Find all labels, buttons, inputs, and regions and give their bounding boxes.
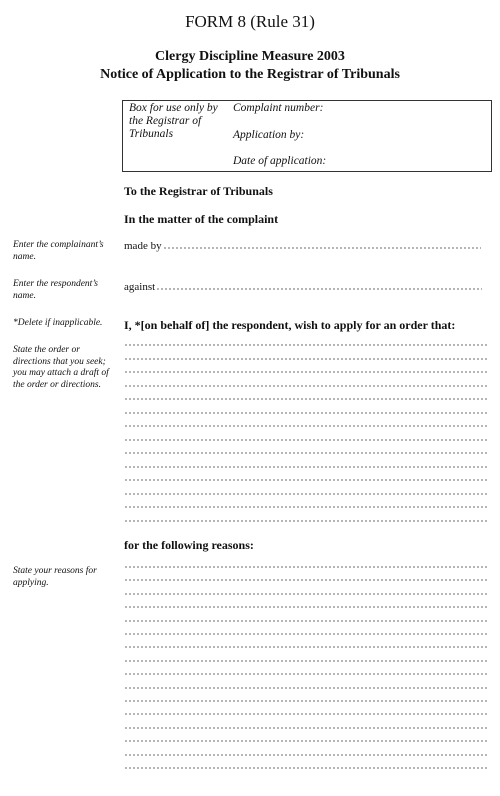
registrar-box-label: Box for use only by the Registrar of Tribunals (129, 102, 218, 140)
dotted-writing-line[interactable] (124, 713, 488, 715)
reasons-heading: for the following reasons: (124, 538, 254, 552)
dotted-writing-line[interactable] (124, 673, 488, 675)
dotted-writing-line[interactable] (124, 493, 488, 495)
dotted-writing-line[interactable] (124, 593, 488, 595)
dotted-writing-line[interactable] (124, 660, 488, 662)
dotted-writing-line[interactable] (124, 344, 488, 346)
made-by-field[interactable] (124, 240, 488, 252)
in-the-matter-heading: In the matter of the complaint (124, 212, 279, 226)
dotted-writing-line[interactable] (124, 646, 488, 648)
dotted-writing-line[interactable] (124, 727, 488, 729)
dotted-writing-line[interactable] (124, 579, 488, 581)
dotted-writing-line[interactable] (124, 506, 488, 508)
order-side-note: State the order or directions that you seek; you may attach a draft of the order or directions. (13, 345, 109, 390)
dotted-writing-line[interactable] (124, 566, 488, 568)
dotted-writing-line[interactable] (124, 412, 488, 414)
document-subtitle: Notice of Application to the Registrar of Tribunals (100, 67, 400, 82)
against-dotted-line[interactable] (156, 288, 482, 290)
delete-side-note: *Delete if inapplicable. (13, 318, 103, 328)
date-of-application-label: Date of application: (233, 155, 327, 167)
dotted-writing-line[interactable] (124, 371, 488, 373)
respondent-side-note: Enter the respondent’s name. (13, 279, 98, 301)
application-statement: I, *[on behalf of] the respondent, wish to apply for an order that: (124, 318, 456, 332)
dotted-writing-line[interactable] (124, 740, 488, 742)
dotted-writing-line[interactable] (124, 398, 488, 400)
reasons-side-note: State your reasons for applying. (13, 566, 97, 588)
dotted-writing-line[interactable] (124, 425, 488, 427)
dotted-writing-line[interactable] (124, 606, 488, 608)
dotted-writing-line[interactable] (124, 466, 488, 468)
to-registrar-heading: To the Registrar of Tribunals (124, 184, 273, 198)
dotted-writing-line[interactable] (124, 385, 488, 387)
dotted-writing-line[interactable] (124, 767, 488, 769)
dotted-writing-line[interactable] (124, 520, 488, 522)
dotted-writing-line[interactable] (124, 439, 488, 441)
dotted-writing-line[interactable] (124, 620, 488, 622)
against-label: against (124, 281, 156, 293)
dotted-writing-line[interactable] (124, 754, 488, 756)
dotted-writing-line[interactable] (124, 358, 488, 360)
dotted-writing-line[interactable] (124, 633, 488, 635)
complaint-number-label: Complaint number: (233, 102, 324, 114)
registrar-use-box (122, 100, 492, 172)
form-title: FORM 8 (Rule 31) (185, 12, 315, 31)
against-field[interactable] (124, 281, 488, 293)
dotted-writing-line[interactable] (124, 479, 488, 481)
document-title: Clergy Discipline Measure 2003 (155, 49, 345, 64)
application-by-label: Application by: (233, 129, 305, 141)
dotted-writing-line[interactable] (124, 700, 488, 702)
dotted-writing-line[interactable] (124, 452, 488, 454)
made-by-label: made by (124, 240, 162, 252)
complainant-side-note: Enter the complainant’s name. (13, 240, 104, 262)
dotted-writing-line[interactable] (124, 687, 488, 689)
made-by-dotted-line[interactable] (163, 247, 481, 249)
